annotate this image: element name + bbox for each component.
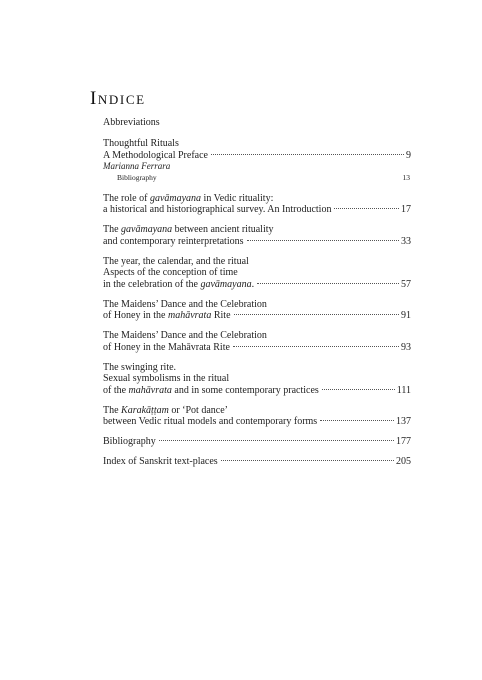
toc-entry-gavamayana-between[interactable] <box>103 224 411 247</box>
entry-title-line: and contemporary reinterpretations <box>103 235 244 247</box>
page-number: 9 <box>406 149 411 161</box>
page-number: 205 <box>396 456 411 467</box>
dot-leader <box>320 420 394 421</box>
toc-entry-bibliography[interactable] <box>103 436 411 448</box>
entry-title-line: a historical and historiographical survey. An Introduction <box>103 204 332 215</box>
entry-author: Marianna Ferrara <box>103 161 171 171</box>
entry-title-line: The Maidens’ Dance and the Celebration <box>103 298 267 310</box>
table-of-contents <box>103 138 411 476</box>
entry-title-line: of Honey in the Mahāvrata Rite <box>103 341 230 353</box>
entry-title-line: in the celebration of the gavāmayana. <box>103 278 255 290</box>
dot-leader <box>233 346 399 347</box>
page-number: 93 <box>401 341 411 353</box>
entry-title-line: The year, the calendar, and the ritual <box>103 255 249 267</box>
toc-subentry-bibliography[interactable] <box>103 172 411 184</box>
page-number: 33 <box>401 235 411 247</box>
toc-entry-thoughtful-rituals[interactable] <box>103 138 411 184</box>
dot-leader <box>257 283 399 284</box>
entry-title-line: Bibliography <box>103 436 156 447</box>
dot-leader <box>334 208 399 209</box>
dot-leader <box>234 314 399 315</box>
entry-title-line: of Honey in the mahāvrata Rite <box>103 310 231 321</box>
subentry-label: Bibliography <box>117 173 157 182</box>
entry-title-line: of the mahāvrata and in some contemporary practices <box>103 384 319 396</box>
page-number: 137 <box>396 416 411 427</box>
page-number: 91 <box>401 310 411 321</box>
dot-leader <box>211 154 404 155</box>
entry-title-line: Sexual symbolisms in the ritual <box>103 373 230 384</box>
dot-leader <box>159 440 394 441</box>
entry-title-line: Thoughtful Rituals <box>103 138 179 149</box>
dot-leader <box>221 460 394 461</box>
page-number: 177 <box>396 436 411 447</box>
toc-entry-swinging-rite[interactable] <box>103 362 411 397</box>
entry-title-line: The swinging rite. <box>103 361 177 373</box>
dot-leader <box>247 240 400 241</box>
entry-title-line: The role of gavāmayana in Vedic rituality: <box>103 192 274 204</box>
page-number: 111 <box>396 384 411 396</box>
page-number: 17 <box>401 204 411 215</box>
toc-entry-abbreviations[interactable]: Abbreviations <box>103 117 160 128</box>
entry-title-line: A Methodological Preface <box>103 149 208 161</box>
index-heading: Indice <box>90 88 146 109</box>
toc-entry-index-sanskrit[interactable] <box>103 456 411 468</box>
entry-title-line: Index of Sanskrit text-places <box>103 456 218 467</box>
page-number: 57 <box>401 278 411 290</box>
toc-entry-maidens-dance-1[interactable] <box>103 299 411 322</box>
page-number: 13 <box>402 173 410 182</box>
toc-entry-year-calendar-ritual[interactable] <box>103 256 411 291</box>
entry-title-line: Aspects of the conception of time <box>103 267 238 278</box>
toc-entry-maidens-dance-2[interactable] <box>103 330 411 353</box>
entry-title-line: The Maidens’ Dance and the Celebration <box>103 330 267 341</box>
toc-entry-role-of-gavamayana[interactable] <box>103 193 411 216</box>
toc-entry-karakattam[interactable] <box>103 405 411 428</box>
entry-title-line: between Vedic ritual models and contemporary forms <box>103 416 318 427</box>
entry-title-line: The Karakāṭṭam or ‘Pot dance’ <box>103 404 228 416</box>
dot-leader <box>322 389 395 390</box>
entry-title-line: The gavāmayana between ancient rituality <box>103 224 274 235</box>
